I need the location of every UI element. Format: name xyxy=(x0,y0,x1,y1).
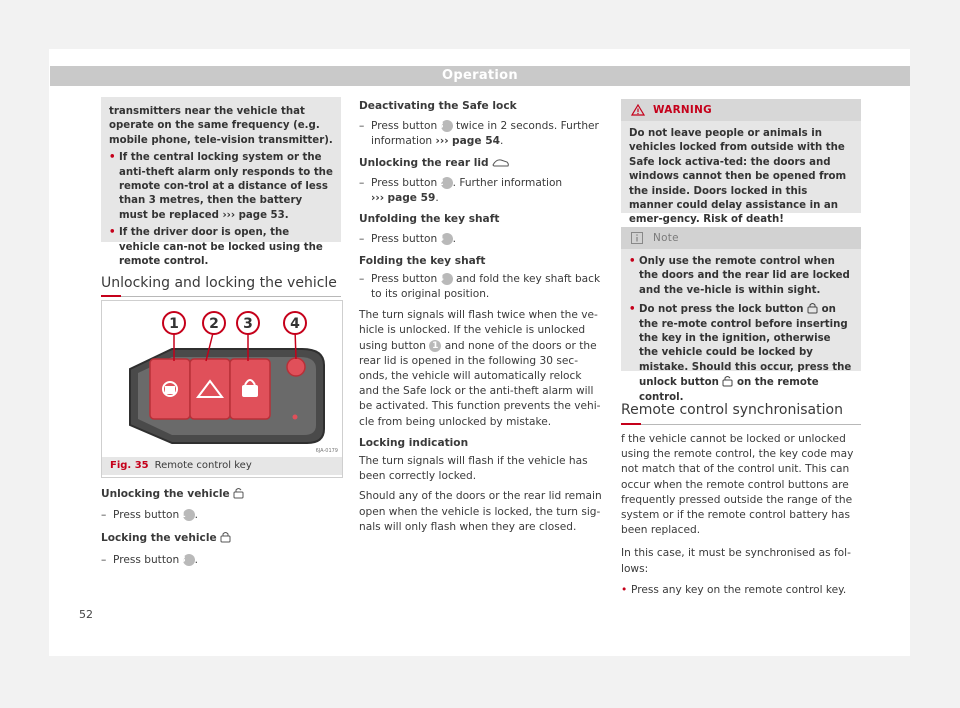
heading-unfolding-key: Unfolding the key shaft xyxy=(359,213,500,226)
button-ref-3: 3 xyxy=(183,554,195,566)
heading-locking-indication: Locking indication xyxy=(359,436,469,449)
warning-header xyxy=(621,99,861,121)
sync-bullet: • Press any key on the remote control key. xyxy=(621,583,861,598)
heading-locking-vehicle: Locking the vehicle xyxy=(101,531,340,546)
callout-3-label: 3 xyxy=(243,316,253,332)
page-reference-link[interactable]: page 59 xyxy=(387,192,436,205)
heading-deactivating-safe-lock: Deactivating the Safe lock xyxy=(359,100,517,112)
heading-folding-key: Folding the key shaft xyxy=(359,254,486,267)
info-box-continued xyxy=(101,97,341,268)
page-reference-link[interactable]: page 53 xyxy=(238,209,285,221)
note-bullet: • Do not press the lock button on the re-mote control before inserting the key in the ignition, otherwise the vehicle could be locked by mistake. Should this occur, press the unlock button on the remote control. xyxy=(629,302,853,405)
note-box xyxy=(621,227,861,403)
button-ref-1: 1 xyxy=(183,509,195,521)
section-title-unlocking-locking: Unlocking and locking the vehicle xyxy=(101,275,337,291)
paragraph-sync-1: f the vehicle cannot be locked or unlocked using the remote control, the key code may not match that of the control unit. This can occur when the remote control buttons are frequently pressed outside the range of the system or if the remote control battery has been replaced. xyxy=(621,433,854,537)
info-icon xyxy=(631,232,643,244)
paragraph-locking-indication-1: The turn signals will flash if the vehicle has been correctly locked. xyxy=(359,455,588,483)
callout-4-label: 4 xyxy=(290,316,300,332)
warning-label: WARNING xyxy=(653,104,712,116)
rear-lid-icon xyxy=(492,158,510,168)
lock-icon xyxy=(807,302,818,314)
section-accent xyxy=(621,423,641,425)
heading-unlocking-rear-lid: Unlocking the rear lid xyxy=(359,156,602,171)
paragraph-sync-2: In this case, it must be synchronised as fol-lows: xyxy=(621,547,851,575)
box-text-line: transmitters near the vehicle that operate on the same frequency (e.g. mobile phone, tele-vision transmitter). xyxy=(109,106,333,146)
page-reference-link[interactable]: page 54 xyxy=(452,135,500,148)
note-header xyxy=(621,227,861,249)
step-lock: – Press button 3 . xyxy=(101,553,340,568)
unlock-icon xyxy=(233,487,244,499)
box-bullet: • If the driver door is open, the vehicle can-not be locked using the remote control. xyxy=(109,226,333,269)
box-bullet: • If the central locking system or the anti-theft alarm only responds to the remote con-trol at a distance of less than 3 metres, then the battery must be replaced ››› page 53. xyxy=(109,151,333,223)
page-number: 52 xyxy=(79,608,93,621)
warning-icon xyxy=(631,104,645,116)
figure-code: 6JA-0179 xyxy=(315,448,338,454)
callout-2-label: 2 xyxy=(209,316,219,332)
step-rear-lid: – Press button 2 . Further information ››› page 59. xyxy=(359,176,602,206)
step-unfold: – Press button 4 . xyxy=(359,232,602,247)
heading-unlocking-vehicle: Unlocking the vehicle xyxy=(101,487,340,502)
section-divider xyxy=(621,424,861,425)
figure-caption-text: Remote control key xyxy=(154,460,252,471)
figure-label: Fig. 35 xyxy=(110,460,149,471)
figure-caption xyxy=(102,457,342,475)
button-ref-4: 4 xyxy=(441,273,453,285)
rearlid-button-shape xyxy=(190,359,230,419)
button-ref-3: 3 xyxy=(441,120,453,132)
page-header: Operation xyxy=(50,66,910,86)
callout-1-label: 1 xyxy=(169,316,179,332)
lock-icon xyxy=(220,531,231,543)
warning-box xyxy=(621,99,861,226)
button-ref-2: 2 xyxy=(441,177,453,189)
column-3-text xyxy=(621,432,861,598)
paragraph-turn-signals: The turn signals will flash twice when the ve-hicle is unlocked. If the vehicle is unlocked using button 1 and none of the doors or the rear lid is opened in the following 30 sec-onds, the vehicle will automatically relock and the Safe lock or the anti-theft alarm will be activated. This function prevents the vehi-cle from being unlocked by mistake. xyxy=(359,309,601,428)
step-deactivate: – Press button 3 twice in 2 seconds. Further information ››› page 54. xyxy=(359,119,602,149)
remote-key-illustration xyxy=(102,301,342,457)
figure-remote-key xyxy=(101,300,343,478)
paragraph-locking-indication-2: Should any of the doors or the rear lid remain open when the vehicle is locked, the turn sig-nals will only flash when they are closed. xyxy=(359,490,602,533)
button-ref-4: 4 xyxy=(441,233,453,245)
warning-text: Do not leave people or animals in vehicles locked from outside with the Safe lock activa-ted: the doors and windows cannot then be opened from the inside. Doors locked in this manner could delay assistance in an emer-gency. Risk of death! xyxy=(629,128,847,226)
section-accent xyxy=(101,295,121,297)
column-1-text xyxy=(101,487,340,568)
step-unlock: – Press button 1 . xyxy=(101,508,340,523)
section-title-remote-sync: Remote control synchronisation xyxy=(621,402,843,418)
step-fold: – Press button 4 and fold the key shaft back to its original position. xyxy=(359,272,602,302)
unlock-icon xyxy=(722,375,733,387)
section-divider xyxy=(101,296,341,297)
fold-button-shape xyxy=(287,358,305,376)
column-2-text xyxy=(359,99,602,535)
note-label: Note xyxy=(653,232,679,244)
button-ref-1: 1 xyxy=(429,340,441,352)
note-bullet: • Only use the remote control when the doors and the rear lid are locked and the ve-hicle is within sight. xyxy=(629,255,853,298)
